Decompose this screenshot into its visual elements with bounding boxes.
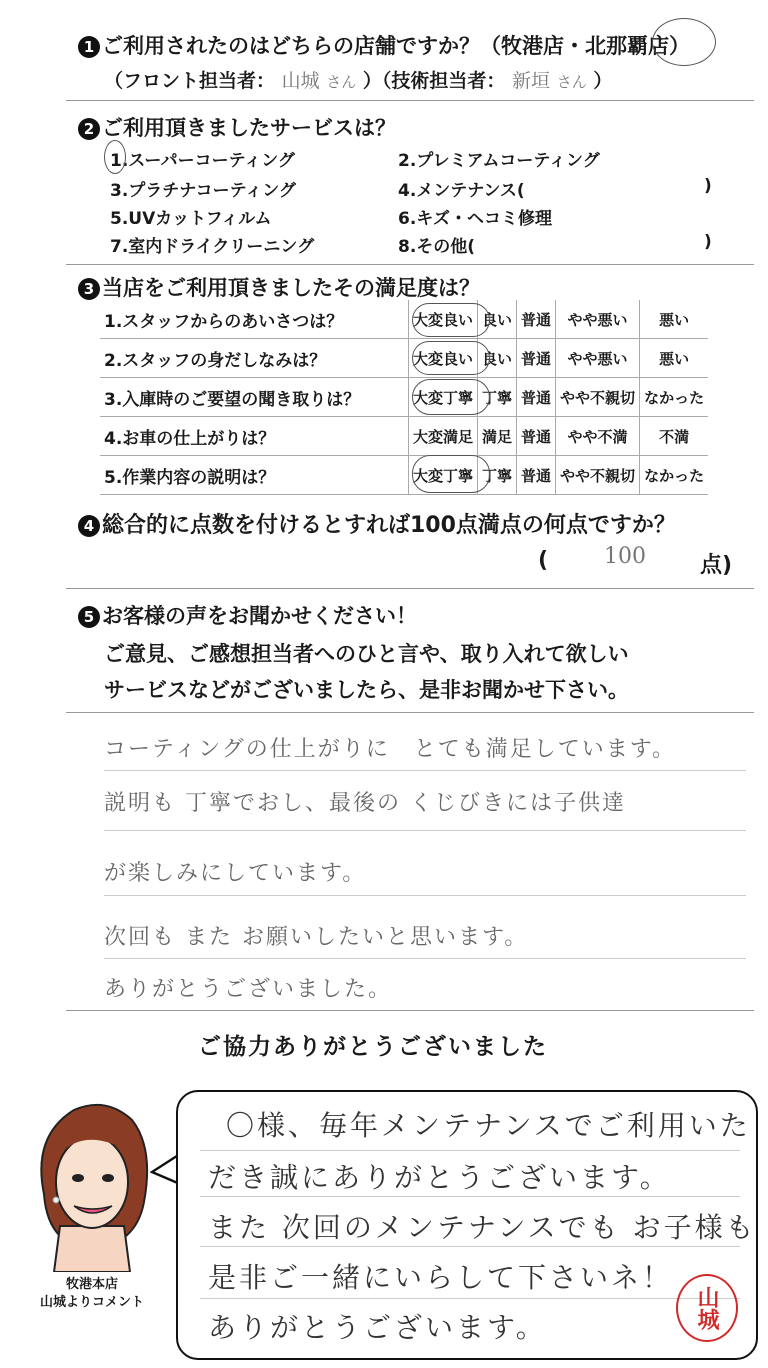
- staff-line-close: ）: [593, 70, 613, 92]
- service-option: 2.プレミアムコーティング: [398, 151, 600, 171]
- staff-reply-line: 是非ご一緒にいらして下さいネ！: [208, 1261, 674, 1294]
- q5-subtext: ご意見、ご感想担当者へのひと言や、取り入れて欲しい: [104, 642, 629, 666]
- q5-number: 5: [78, 606, 100, 628]
- rating-option: 不満: [640, 417, 709, 456]
- staff-caption: [20, 1276, 164, 1312]
- customer-comment-line: コーティングの仕上がりに とても満足しています。: [104, 737, 677, 762]
- rating-option: 丁寧: [478, 378, 517, 417]
- service-option: 4.メンテナンス(: [398, 181, 525, 201]
- staff-reply-line: 〇様、毎年メンテナンスでご利用いた: [226, 1109, 751, 1142]
- staff-store-name: 牧港本店: [65, 1277, 118, 1292]
- divider: [66, 264, 754, 265]
- selected-rating-mark: [412, 379, 490, 415]
- tech-staff-suffix: さん: [556, 73, 587, 91]
- q3-question: 当店をご利用頂きましたその満足度は？: [102, 276, 480, 300]
- q2-heading: [78, 112, 396, 142]
- rating-option: 普通: [517, 417, 556, 456]
- q1-number: 1: [78, 36, 100, 58]
- service-option: 1.スーパーコーティング: [110, 151, 295, 171]
- rating-question: 5.作業内容の説明は？: [100, 456, 409, 495]
- q1-heading: [78, 30, 690, 60]
- ruled-line: [104, 958, 746, 959]
- rating-option: 良い: [478, 300, 517, 339]
- table-row: [100, 339, 708, 378]
- store-circle-mark: [652, 18, 716, 66]
- rating-option: 悪い: [640, 339, 709, 378]
- q5-question: お客様の声をお聞かせください！: [102, 604, 417, 628]
- rating-question: 1.スタッフからのあいさつは？: [100, 300, 409, 339]
- rating-option: 丁寧: [478, 456, 517, 495]
- score-open: (: [538, 548, 549, 573]
- q1-question: ご利用されたのはどちらの店舗ですか？（牧港店・北那覇店）: [102, 34, 690, 58]
- q2-question: ご利用頂きましたサービスは？: [102, 116, 396, 140]
- staff-reply-line: ありがとうございます。: [208, 1311, 547, 1344]
- rating-option: 大変良い: [409, 300, 478, 339]
- customer-comment-line: 次回も また お願いしたいと思います。: [104, 925, 529, 950]
- rating-option: 普通: [517, 456, 556, 495]
- q3-heading: [78, 272, 480, 302]
- service-option: 6.キズ・ヘコミ修理: [398, 209, 552, 229]
- q1-staff-line: [104, 66, 612, 93]
- score-unit: 点): [700, 553, 733, 578]
- rating-option: やや悪い: [556, 300, 640, 339]
- rating-question: 4.お車の仕上がりは？: [100, 417, 409, 456]
- staff-portrait-illustration: [22, 1096, 162, 1272]
- service-option: 8.その他(: [398, 237, 476, 257]
- rating-option: やや不満: [556, 417, 640, 456]
- table-row: [100, 300, 708, 339]
- rating-option: 悪い: [640, 300, 709, 339]
- rating-option: なかった: [640, 456, 709, 495]
- staff-reply-line: だき誠にありがとうございます。: [208, 1161, 671, 1194]
- service-paren-close: ): [704, 232, 712, 252]
- ruled-line: [104, 770, 746, 771]
- rating-question: 3.入庫時のご要望の聞き取りは？: [100, 378, 409, 417]
- table-row: [100, 456, 708, 495]
- q5-heading: [78, 600, 417, 630]
- divider: [66, 588, 754, 589]
- rating-option: なかった: [640, 378, 709, 417]
- rating-option: 大変丁寧: [409, 456, 478, 495]
- q4-number: 4: [78, 515, 100, 537]
- service-option: 5.UVカットフィルム: [110, 209, 272, 229]
- table-row: [100, 378, 708, 417]
- service-option: 3.プラチナコーティング: [110, 181, 296, 201]
- rating-option: 普通: [517, 339, 556, 378]
- hanko-stamp: 山城: [676, 1274, 738, 1342]
- customer-comment-line: が楽しみにしています。: [104, 861, 367, 886]
- selected-rating-mark: [412, 455, 490, 493]
- selected-rating-mark: [412, 341, 490, 375]
- thanks-message: ご協力ありがとうございました: [198, 1034, 548, 1060]
- front-staff-suffix: さん: [326, 73, 357, 91]
- rating-option: やや不親切: [556, 378, 640, 417]
- q5-subtext: サービスなどがございましたら、是非お聞かせ下さい。: [104, 678, 629, 702]
- q2-number: 2: [78, 118, 100, 140]
- ruled-line: [200, 1150, 740, 1151]
- customer-comment-line: 説明も 丁寧でおし、最後の くじびきには子供達: [104, 791, 626, 816]
- ruled-line: [200, 1246, 740, 1247]
- staff-comment-label: 山城よりコメント: [39, 1295, 144, 1310]
- divider: [66, 100, 754, 101]
- ruled-line: [200, 1196, 740, 1197]
- divider: [66, 712, 754, 713]
- q4-heading: [78, 508, 676, 539]
- rating-option: 普通: [517, 378, 556, 417]
- rating-question: 2.スタッフの身だしなみは？: [100, 339, 409, 378]
- service-paren-close: ): [704, 176, 712, 196]
- tech-staff-label: ）（技術担当者：: [362, 70, 506, 92]
- satisfaction-table: [100, 300, 708, 495]
- divider: [66, 1010, 754, 1011]
- score-value: 100: [604, 544, 646, 569]
- rating-option: 大変満足: [409, 417, 478, 456]
- customer-comment-line: ありがとうございました。: [104, 977, 393, 1002]
- q4-question: 総合的に点数を付けるとすれば100点満点の何点ですか？: [102, 513, 676, 538]
- ruled-line: [200, 1298, 740, 1299]
- rating-option: 大変良い: [409, 339, 478, 378]
- selected-rating-mark: [412, 303, 490, 337]
- front-staff-label: （フロント担当者：: [104, 70, 276, 92]
- rating-option: 良い: [478, 339, 517, 378]
- rating-option: やや悪い: [556, 339, 640, 378]
- q3-number: 3: [78, 278, 100, 300]
- service-selected-mark: [104, 140, 126, 174]
- ruled-line: [104, 830, 746, 831]
- tech-staff-name: 新垣: [512, 70, 551, 92]
- ruled-line: [104, 895, 746, 896]
- front-staff-name: 山城: [281, 70, 320, 92]
- rating-option: 大変丁寧: [409, 378, 478, 417]
- rating-option: 満足: [478, 417, 517, 456]
- rating-option: 普通: [517, 300, 556, 339]
- staff-reply-line: また 次回のメンテナンスでも お子様も: [208, 1211, 757, 1244]
- rating-option: やや不親切: [556, 456, 640, 495]
- table-row: [100, 417, 708, 456]
- service-option: 7.室内ドライクリーニング: [110, 237, 315, 257]
